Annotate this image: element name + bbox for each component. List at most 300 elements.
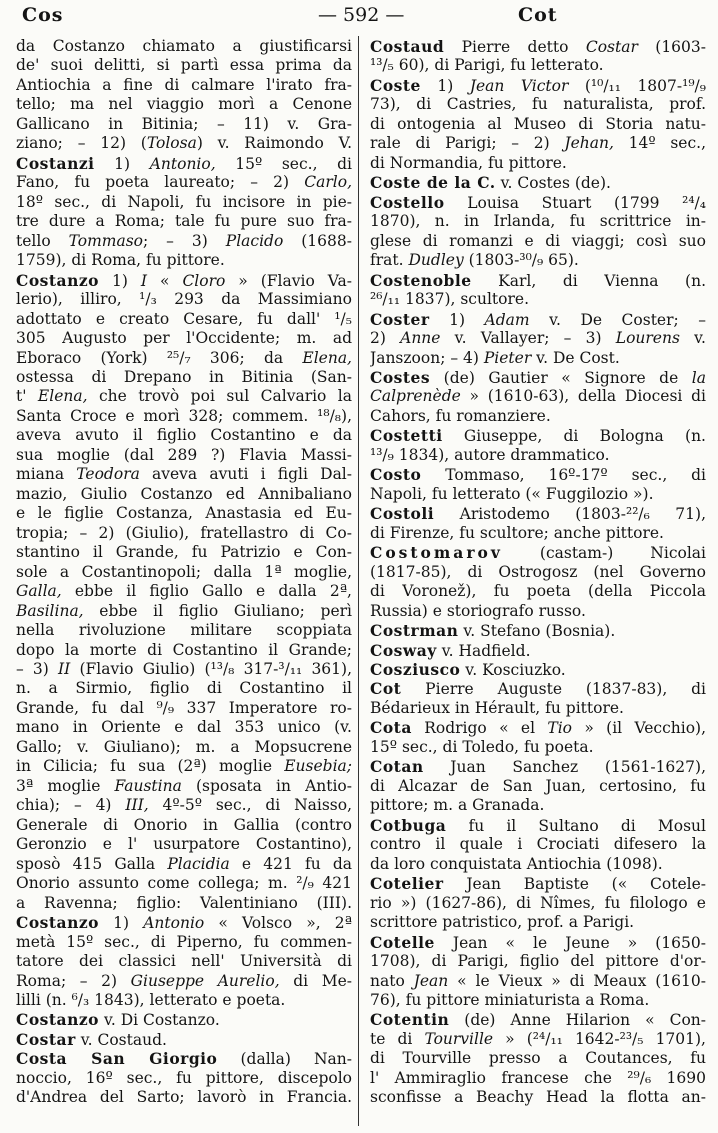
text-line	[16, 329, 352, 348]
text-line	[370, 193, 706, 212]
text-segment: Pierre detto	[444, 38, 586, 56]
text-segment: Jean « le Jeune » (1650-	[434, 933, 706, 952]
text-segment: Generale di Onorio in Gallia (contro	[16, 815, 352, 834]
text-segment: fu il Sultano di Mosul	[446, 816, 706, 835]
text-segment: Onorio assunto come collega; m. ²/₉ 421	[16, 874, 352, 893]
text-line	[370, 991, 706, 1010]
text-line	[370, 465, 706, 484]
text-segment: ¹³/₉ 1834), autore drammatico.	[370, 445, 610, 464]
entry-headword: Cotan	[370, 757, 424, 777]
entry-headword: Costanzo	[16, 1010, 100, 1030]
page-number: — 592 —	[318, 4, 405, 26]
text-segment: Cloro	[182, 271, 226, 290]
text-segment: stantino il Grande, fu Patrizio e Con-	[16, 543, 352, 562]
text-segment: 15º sec., di	[215, 154, 352, 173]
text-segment: nella rivoluzione militare scoppiata	[16, 621, 352, 640]
text-segment: metà 15º sec., di Piperno, fu commen-	[16, 932, 352, 951]
text-line	[370, 641, 706, 660]
text-segment: pittore; m. a Granada.	[370, 796, 545, 815]
text-segment: Pieter	[483, 348, 532, 367]
text-segment: ebbe il figlio Gallo e dalla 2ª,	[61, 582, 352, 601]
text-line	[16, 232, 352, 251]
text-line	[370, 563, 706, 582]
text-segment: Lourens	[615, 329, 680, 348]
text-segment: Gallo; v. Giuliano); m. a Mopsucrene	[16, 737, 352, 756]
text-segment: Roma; – 2)	[16, 971, 131, 990]
text-line	[16, 76, 352, 95]
text-segment: lilli (n. ⁶/₃ 1843), letterato e poeta.	[16, 990, 286, 1009]
text-line	[370, 1010, 706, 1029]
text-segment: tropia; – 2) (Giulio), fratellastro di Co-	[16, 523, 352, 542]
text-segment: Grande, fu dal ⁹/₉ 337 Imperatore ro-	[16, 698, 352, 717]
text-segment: Antonio,	[149, 154, 216, 173]
text-line	[16, 465, 352, 484]
text-segment: 76), fu pittore miniaturista a Roma.	[370, 990, 650, 1009]
text-segment: l' Ammiraglio francese che ²⁹/₆ 1690	[370, 1068, 706, 1087]
text-segment: di Tourville presso a Coutances, fu	[370, 1049, 706, 1068]
text-line	[16, 699, 352, 718]
entry-headword: Costrman	[370, 621, 459, 641]
text-segment: Jehan,	[564, 134, 614, 153]
text-line	[16, 251, 352, 270]
text-line	[370, 76, 706, 95]
text-segment: frat.	[370, 251, 409, 270]
entry-headword: Cosway	[370, 640, 437, 660]
text-line	[370, 115, 706, 134]
text-segment: v. Hadfield.	[436, 641, 531, 660]
text-segment: Anne	[400, 329, 441, 348]
text-segment: 14º sec.,	[613, 134, 706, 153]
text-segment: 2)	[370, 329, 401, 348]
text-segment: ebbe il figlio Giuliano; perì	[83, 601, 352, 620]
text-segment: Napoli, fu letterato (« Fuggilozio »).	[370, 484, 654, 503]
text-line	[370, 738, 706, 757]
text-segment: Antonio	[143, 914, 205, 933]
text-segment: sua moglie (dal 289 ?) Flavia Massi-	[16, 445, 352, 464]
text-line	[370, 1030, 706, 1049]
text-line	[16, 972, 352, 991]
text-segment: Geronzio e l' usurpatore Costantino),	[16, 835, 352, 854]
text-segment: Antiochia a fine di calmare l'irato fra-	[16, 75, 352, 94]
text-segment: Jean Victor	[469, 76, 569, 95]
text-line	[370, 582, 706, 601]
text-segment: 305 Augusto per l'Occidente; m. ad	[16, 329, 352, 348]
text-segment: Rodrigo « el	[411, 719, 548, 738]
text-segment: mano in Oriente e dal 353 unico (v.	[16, 718, 352, 737]
text-line	[370, 972, 706, 991]
text-line	[16, 679, 352, 698]
text-segment: di Voronež), fu poeta (della Piccola	[370, 582, 706, 601]
text-segment: Pierre Auguste (1837-83), di	[401, 680, 706, 699]
text-segment: » (²⁴/₁₁ 1642-²³/₅ 1701),	[493, 1029, 706, 1048]
entry-headword: Costomarov	[370, 543, 503, 563]
text-segment: Adam	[484, 310, 530, 329]
text-segment: lerio), illiro, ¹/₃ 293 da Massimiano	[16, 290, 352, 309]
text-segment: e 421 fu da	[229, 854, 352, 873]
text-segment: rale di Parigi; – 2)	[370, 134, 565, 153]
entry-headword: Cotbuga	[370, 815, 447, 835]
text-line	[16, 582, 352, 601]
text-segment: 3ª moglie	[16, 776, 115, 795]
text-segment: dopo la morte di Costantino il Grande;	[16, 640, 352, 659]
text-line	[16, 602, 352, 621]
text-segment: Russia) e storiografo russo.	[370, 601, 586, 620]
text-segment: Bédarieux in Hérault, fu pittore.	[370, 698, 624, 717]
text-line	[16, 154, 352, 173]
text-line	[370, 757, 706, 776]
text-segment: v. De Coster; –	[529, 310, 706, 329]
entry-headword: Coste de la C.	[370, 173, 496, 193]
text-segment: ostessa di Drepano in Bitinia (San-	[16, 367, 352, 386]
text-segment: v. Vallayer; – 3)	[440, 329, 616, 348]
text-line	[16, 874, 352, 893]
text-line	[370, 796, 706, 815]
text-line	[370, 446, 706, 465]
text-line	[370, 543, 706, 562]
text-segment: Eboraco (York) ²⁵/₇ 306; da	[16, 348, 303, 367]
text-segment: di ontogenia al Museo di Storia natu-	[370, 114, 706, 133]
text-line	[16, 855, 352, 874]
text-segment: aveva avuto il figlio Costantino e da	[16, 426, 352, 445]
text-line	[16, 777, 352, 796]
text-segment: « Volsco », 2ª	[204, 914, 352, 933]
text-line	[370, 855, 706, 874]
text-segment: di Me-	[279, 971, 352, 990]
entry-headword: Costar	[16, 1029, 76, 1049]
text-line	[370, 173, 706, 192]
text-line	[16, 368, 352, 387]
text-line	[16, 115, 352, 134]
text-line	[16, 37, 352, 56]
text-segment: » (Flavio Va-	[225, 271, 352, 290]
text-segment: de' suoi delitti, si partì essa prima da	[16, 56, 352, 75]
text-line	[16, 271, 352, 290]
entry-headword: Costanzi	[16, 153, 95, 173]
text-line	[370, 310, 706, 329]
text-segment: Calprenède	[370, 387, 461, 406]
entry-headword: Cotentin	[370, 1010, 450, 1030]
text-segment: Jean	[413, 971, 449, 990]
text-segment: 4º-5º sec., di Naisso,	[148, 796, 352, 815]
text-segment: » (1610-63), della Diocesi di	[460, 387, 706, 406]
entry-headword: Costo	[370, 465, 422, 485]
text-segment: v. Kosciuzko.	[460, 661, 566, 679]
text-line	[16, 1069, 352, 1088]
text-segment: chia); – 4)	[16, 796, 126, 815]
text-segment: n. a Sirmio, figlio di Costantino il	[16, 679, 352, 698]
text-segment: miana	[16, 465, 77, 484]
text-segment: Costar	[585, 38, 638, 56]
text-line	[370, 816, 706, 835]
text-line	[370, 524, 706, 543]
entry-headword: Cotelier	[370, 874, 444, 894]
text-line	[16, 835, 352, 854]
text-segment: Karl, di Vienna (n.	[471, 271, 706, 290]
text-line	[370, 913, 706, 932]
text-line	[370, 426, 706, 445]
text-segment: ²⁶/₁₁ 1837), scultore.	[370, 290, 529, 309]
text-line	[370, 660, 706, 679]
entry-headword: Costa San Giorgio	[16, 1049, 218, 1069]
header-last-entry: Cot	[518, 4, 558, 26]
text-line	[16, 660, 352, 679]
text-segment: 15º sec., di Toledo, fu poeta.	[370, 737, 594, 756]
text-segment: «	[147, 271, 183, 290]
text-segment: 1)	[429, 310, 485, 329]
text-segment: 1)	[420, 76, 470, 95]
text-segment: v.	[679, 329, 706, 348]
text-line	[16, 543, 352, 562]
text-line	[370, 387, 706, 406]
text-segment: v. Costes (de).	[495, 174, 611, 193]
text-segment: aveva avuti i figli Dal-	[139, 465, 352, 484]
text-segment: Carlo,	[304, 173, 352, 192]
text-segment: Tio	[547, 719, 573, 738]
text-line	[16, 212, 352, 231]
text-line	[370, 1049, 706, 1068]
text-segment: Tommaso, 16º-17º sec., di	[421, 466, 706, 485]
text-line	[16, 1088, 352, 1107]
text-segment: 1)	[99, 914, 144, 933]
text-line	[16, 56, 352, 75]
text-line	[16, 1049, 352, 1068]
text-line	[370, 349, 706, 368]
text-segment: 1870), n. in Irlanda, fu scrittrice in-	[370, 212, 706, 231]
text-line	[16, 173, 352, 192]
text-segment: (dalla) Nan-	[217, 1050, 352, 1069]
text-line	[16, 796, 352, 815]
text-segment: di Normandia, fu pittore.	[370, 153, 567, 172]
text-segment: di Firenze, fu scultore; anche pittore.	[370, 523, 664, 542]
text-line	[16, 894, 352, 913]
entry-headword: Cot	[370, 679, 402, 699]
text-segment: Santa Croce e morì 328; commem. ¹⁸/₈),	[16, 406, 352, 425]
text-segment: a Ravenna; figlio: Valentiniano (III).	[16, 893, 352, 912]
running-header	[0, 0, 718, 30]
text-segment: III,	[125, 796, 149, 815]
text-line	[16, 524, 352, 543]
text-line	[16, 407, 352, 426]
text-segment: t'	[16, 387, 38, 406]
text-line	[16, 504, 352, 523]
entry-headword: Cota	[370, 718, 412, 738]
text-segment: Jean Baptiste (« Cotele-	[443, 875, 706, 894]
text-segment: tatore dei classici nell' Università di	[16, 952, 352, 971]
entry-headword: Costanzo	[16, 270, 100, 290]
text-line	[16, 563, 352, 582]
text-line	[16, 621, 352, 640]
text-segment: (1803-³⁰/₉ 65).	[463, 251, 579, 270]
text-segment: scrittore patristico, prof. a Parigi.	[370, 913, 635, 932]
text-line	[370, 251, 706, 270]
text-segment: d'Andrea del Sarto; lavorò in Francia.	[16, 1088, 352, 1107]
text-line	[370, 232, 706, 251]
text-segment: che trovò poi sul Calvario la	[87, 387, 352, 406]
text-segment: e le figlie Costanza, Anastasia ed Eu-	[16, 504, 352, 523]
text-segment: (de) Gautier « Signore de	[430, 368, 692, 387]
text-line	[370, 718, 706, 737]
text-segment: 1)	[94, 154, 150, 173]
text-segment: 1)	[99, 271, 141, 290]
text-segment: da loro conquistata Antiochia (1098).	[370, 854, 663, 873]
text-segment: (de) Anne Hilarion « Con-	[449, 1011, 706, 1030]
text-line	[370, 777, 706, 796]
text-line	[370, 485, 706, 504]
text-segment: Faustina	[114, 776, 182, 795]
text-line	[16, 641, 352, 660]
text-line	[370, 933, 706, 952]
text-segment: 1759), di Roma, fu pittore.	[16, 251, 225, 270]
text-segment: Tourville	[424, 1029, 494, 1048]
right-column	[370, 37, 706, 1127]
text-segment: ; – 3)	[143, 231, 226, 250]
entry-headword: Costanzo	[16, 913, 100, 933]
text-line	[370, 212, 706, 231]
text-segment: Elena,	[302, 348, 352, 367]
entry-headword: Costes	[370, 367, 431, 387]
text-segment: 1708), di Parigi, figlio del pittore d'or-	[370, 952, 706, 971]
text-segment: Louisa Stuart (1799 ²⁴/₄	[444, 193, 706, 212]
text-segment: Placidia	[167, 854, 230, 873]
text-line	[370, 894, 706, 913]
text-segment: v. Costaud.	[75, 1030, 167, 1049]
text-segment: in Cilicia; fu sua (2ª) moglie	[16, 757, 285, 776]
text-segment: adottato e creato Cesare, fu dall' ¹/₅	[16, 309, 352, 328]
text-line	[16, 913, 352, 932]
text-segment: Janszoon; – 4)	[370, 348, 484, 367]
text-segment: » (il Vecchio),	[572, 719, 706, 738]
entry-headword: Cotelle	[370, 932, 435, 952]
text-segment: Giuseppe, di Bologna (n.	[442, 427, 706, 446]
text-segment: tello	[16, 231, 69, 250]
text-segment: tello; ma nel viaggio morì a Cenone	[16, 95, 352, 114]
text-line	[370, 1069, 706, 1088]
text-line	[16, 290, 352, 309]
text-line	[16, 952, 352, 971]
text-segment: 73), di Castries, fu naturalista, prof.	[370, 95, 706, 114]
text-line	[370, 952, 706, 971]
text-segment: Giuseppe Aurelio,	[130, 971, 280, 990]
text-line	[16, 816, 352, 835]
text-segment: Cahors, fu romanziere.	[370, 406, 551, 425]
text-line	[370, 37, 706, 56]
entry-headword: Costetti	[370, 426, 443, 446]
text-segment: di Alcazar de San Juan, certosino, fu	[370, 776, 706, 795]
text-segment: (1817-85), di Ostrogosz (nel Governo	[370, 562, 706, 581]
text-segment: (1603-	[637, 38, 706, 56]
entry-headword: Costenoble	[370, 270, 472, 290]
text-line	[370, 874, 706, 893]
text-segment: mazio, Giulio Costanzo ed Annibaliano	[16, 484, 352, 503]
text-line	[16, 95, 352, 114]
text-line	[16, 757, 352, 776]
entry-headword: Cosziusco	[370, 660, 461, 679]
text-segment: 18º sec., di Napoli, fu incisore in pie-	[16, 192, 352, 211]
column-divider	[358, 36, 359, 1126]
text-line	[370, 368, 706, 387]
text-segment: Gallicano in Bitinia; – 11) v. Gra-	[16, 114, 352, 133]
text-segment: (¹⁰/₁₁ 1807-¹⁹/₉	[568, 76, 706, 95]
text-line	[370, 621, 706, 640]
text-segment: Elena,	[37, 387, 88, 406]
text-segment: sole a Costantinopoli; dalla 1ª moglie,	[16, 562, 352, 581]
text-segment: (castam-) Nicolai	[502, 544, 706, 563]
text-segment: I	[140, 271, 147, 290]
entry-headword: Coste	[370, 75, 421, 95]
text-segment: Fano, fu poeta laureato; – 2)	[16, 173, 305, 192]
text-segment: noccio, 16º sec., fu pittore, discepolo	[16, 1068, 352, 1087]
text-line	[370, 407, 706, 426]
text-segment: tre dure a Roma; tale fu pure suo fra-	[16, 212, 352, 231]
text-segment: Aristodemo (1803-²²/₆ 71),	[434, 505, 706, 524]
text-segment: Teodora	[76, 465, 140, 484]
text-segment: Tommaso	[68, 231, 143, 250]
text-line	[16, 387, 352, 406]
text-segment: Eusebia;	[284, 757, 352, 776]
text-segment: (1688-	[283, 231, 352, 250]
text-line	[16, 991, 352, 1010]
text-line	[16, 1010, 352, 1029]
text-line	[370, 154, 706, 173]
text-segment: ) v. Raimondo V.	[196, 134, 352, 153]
text-segment: rio ») (1627-86), di Nîmes, fu filologo e	[370, 893, 706, 912]
text-line	[370, 290, 706, 309]
text-segment: v. Stefano (Bosnia).	[458, 622, 616, 641]
text-line	[16, 485, 352, 504]
text-line	[16, 718, 352, 737]
text-line	[16, 426, 352, 445]
text-line	[370, 271, 706, 290]
text-segment: – 3)	[16, 660, 59, 678]
text-segment: Tolosa	[146, 134, 197, 153]
text-line	[370, 504, 706, 523]
text-segment: Dudley	[408, 251, 464, 270]
text-line	[370, 699, 706, 718]
left-column	[16, 37, 352, 1127]
text-segment: da Costanzo chiamato a giustificarsi	[16, 37, 352, 55]
text-segment: II	[58, 660, 71, 678]
text-segment: (sposata in Antio-	[181, 776, 352, 795]
text-line	[16, 1030, 352, 1049]
entry-headword: Costaud	[370, 37, 445, 56]
text-line	[16, 134, 352, 153]
text-line	[16, 349, 352, 368]
text-segment: v. Di Costanzo.	[99, 1011, 220, 1030]
text-segment: v. De Cost.	[531, 348, 620, 367]
text-segment: sposò 415 Galla	[16, 854, 168, 873]
text-segment: la	[691, 368, 706, 387]
entry-headword: Costoli	[370, 504, 435, 524]
text-segment: Placido	[225, 231, 284, 250]
text-line	[370, 329, 706, 348]
text-line	[370, 1088, 706, 1107]
text-line	[16, 738, 352, 757]
text-line	[16, 193, 352, 212]
text-line	[16, 310, 352, 329]
text-segment: Juan Sanchez (1561-1627),	[423, 758, 706, 777]
text-segment: Basilina,	[16, 601, 84, 620]
header-first-entry: Cos	[22, 4, 64, 26]
text-segment: ¹³/₅ 60), di Parigi, fu letterato.	[370, 56, 604, 75]
text-segment: « le Vieux » di Meaux (1610-	[448, 971, 706, 990]
text-line	[370, 134, 706, 153]
entry-headword: Costello	[370, 192, 445, 212]
text-segment: ziano; – 12) (	[16, 134, 147, 153]
entry-headword: Coster	[370, 309, 430, 329]
text-segment: Galla,	[16, 582, 62, 601]
text-line	[370, 679, 706, 698]
text-line	[16, 933, 352, 952]
